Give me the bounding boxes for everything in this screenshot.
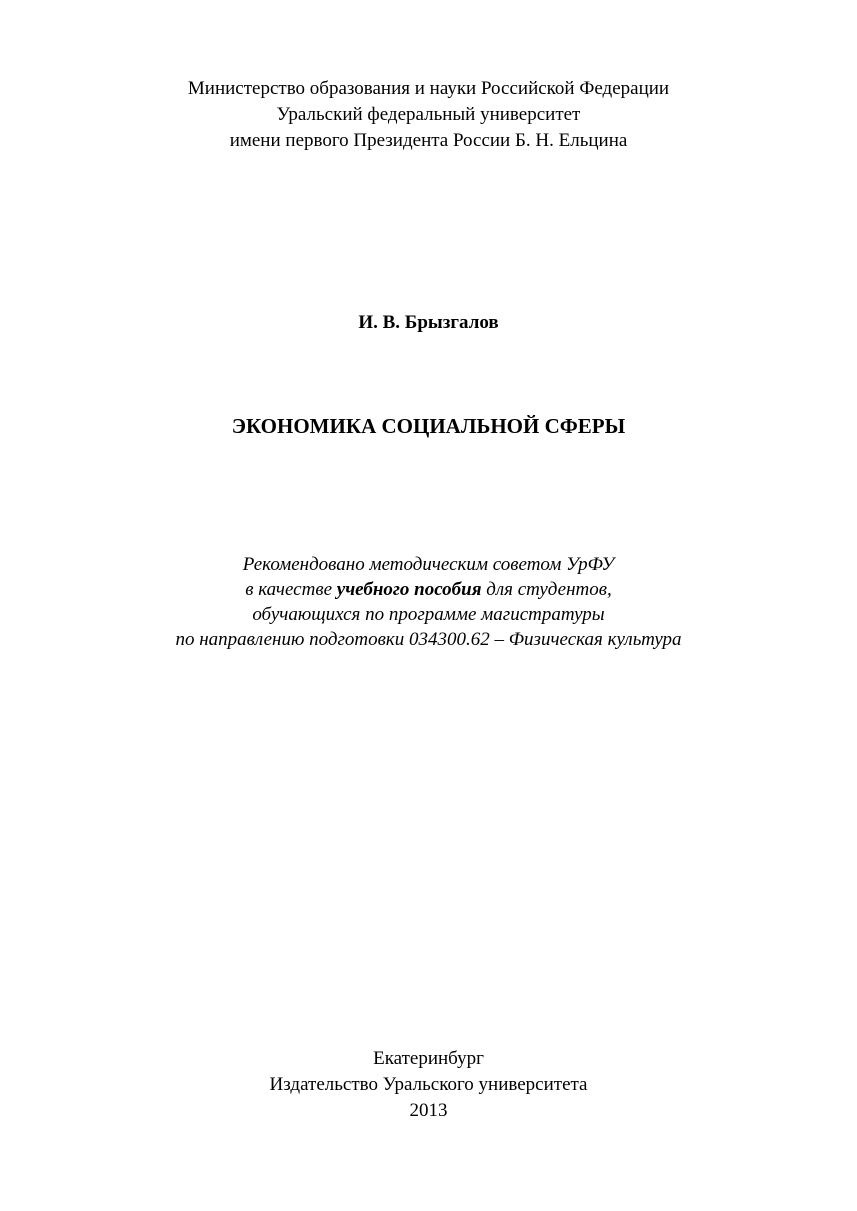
- recommendation-line-2-prefix: в качестве: [245, 579, 337, 600]
- imprint-city: Екатеринбург: [373, 1048, 484, 1069]
- university-dedication: имени первого Президента России Б. Н. Ельцина: [229, 130, 628, 151]
- recommendation-line-2-suffix: для студентов,: [481, 579, 612, 600]
- recommendation-line-1: Рекомендовано методическим советом УрФУ: [242, 554, 615, 575]
- ministry-name: Министерство образования и науки Российской Федерации: [187, 78, 670, 99]
- imprint-year: 2013: [409, 1100, 448, 1121]
- recommendation-line-2: [0, 577, 857, 602]
- imprint: [0, 1046, 857, 1124]
- imprint-publisher: Издательство Уральского университета: [269, 1074, 588, 1095]
- recommendation-line-4: по направлению подготовки 034300.62 – Физическая культура: [175, 629, 682, 650]
- institution-header: [0, 76, 857, 154]
- recommendation-line-3: обучающихся по программе магистратуры: [252, 604, 605, 625]
- recommendation-emphasis: учебного пособия: [336, 579, 482, 600]
- book-title: ЭКОНОМИКА СОЦИАЛЬНОЙ СФЕРЫ: [231, 414, 626, 438]
- recommendation-note: [0, 552, 857, 652]
- university-name: Уральский федеральный университет: [276, 104, 581, 125]
- author-name: И. В. Брызгалов: [358, 312, 499, 333]
